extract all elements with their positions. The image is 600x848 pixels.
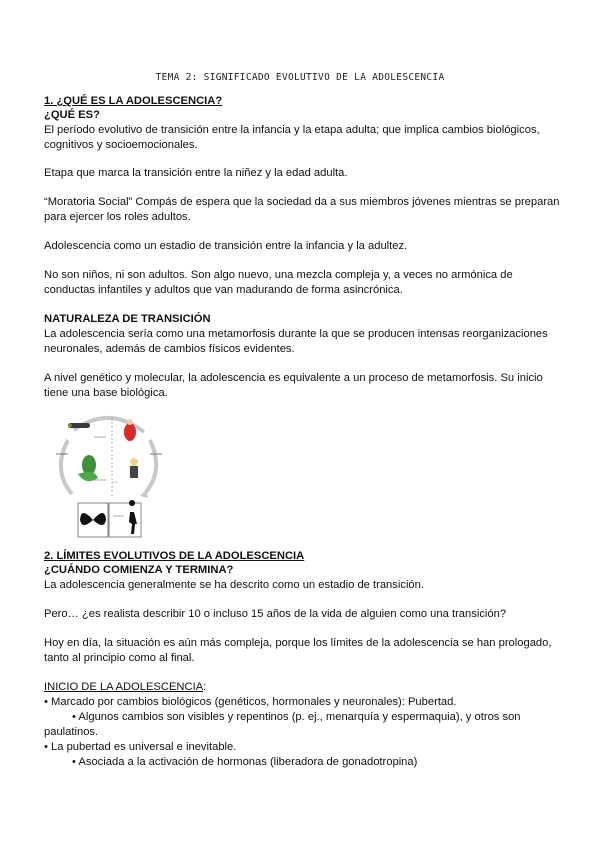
sub-bullet-continuation: paulatinos. [44,726,99,738]
paragraph: Pero… ¿es realista describir 10 o incluso 15 años de la vida de alguien como una transición? [44,608,507,620]
sub-bullet-item: • Algunos cambios son visibles y repentinos (p. ej., menarquía y espermaquia), y otros son [72,711,521,723]
paragraph: No son niños, ni son adultos. Son algo nuevo, una mezcla compleja y, a veces no armónica de [44,269,513,281]
document-title: TEMA 2: SIGNIFICADO EVOLUTIVO DE LA ADOLESCENCIA [155,72,445,83]
baby-icon [124,423,136,441]
paragraph: tanto al principio como al final. [44,652,195,664]
paragraph: El período evolutivo de transición entre la infancia y la etapa adulta; que implica cambios biológicos, [44,124,540,136]
paragraph: “Moratoria Social” Compás de espera que la sociedad da a sus miembros jóvenes mientras se preparan [44,196,560,208]
section2-heading: 2. LÍMITES EVOLUTIVOS DE LA ADOLESCENCIA [44,550,305,562]
paragraph: Hoy en día, la situación es aún más compleja, porque los límites de la adolescencia se han prologado, [44,637,552,649]
inicio-heading-colon: : [203,681,207,693]
child-icon [130,458,138,466]
section1-heading: 1. ¿QUÉ ES LA ADOLESCENCIA? [44,95,223,107]
section2-subheading: ¿CUÁNDO COMIENZA Y TERMINA? [44,564,234,576]
paragraph: A nivel genético y molecular, la adolescencia es equivalente a un proceso de metamorfosis. Su inicio [44,372,543,384]
paragraph: Etapa que marca la transición entre la niñez y la edad adulta. [44,167,348,179]
metamorphosis-figure [54,410,164,540]
paragraph: cognitivos y socioemocionales. [44,139,198,151]
sub-bullet-item: • Asociada a la activación de hormonas (liberadora de gonadotropina) [72,756,418,768]
inicio-heading [44,680,564,695]
paragraph: tiene una base biológica. [44,387,168,399]
paragraph: La adolescencia sería como una metamorfosis durante la que se producen intensas reorganizaciones [44,328,548,340]
bullet-item: • Marcado por cambios biológicos (genéticos, hormonales y neuronales): Pubertad. [44,696,457,708]
paragraph: neuronales, además de cambios físicos evidentes. [44,343,295,355]
paragraph: La adolescencia generalmente se ha descrito como un estadio de transición. [44,579,424,591]
paragraph: conductas infantiles y adultos que van madurando de forma asincrónica. [44,284,403,296]
paragraph: Adolescencia como un estadio de transición entre la infancia y la adultez. [44,240,408,252]
nature-heading: NATURALEZA DE TRANSICIÓN [44,313,211,325]
bullet-item: • La pubertad es universal e inevitable. [44,741,237,753]
section1-subheading: ¿QUÉ ES? [44,109,100,121]
inicio-heading-text: INICIO DE LA ADOLESCENCIA [44,681,204,693]
paragraph: para ejercer los roles adultos. [44,211,191,223]
